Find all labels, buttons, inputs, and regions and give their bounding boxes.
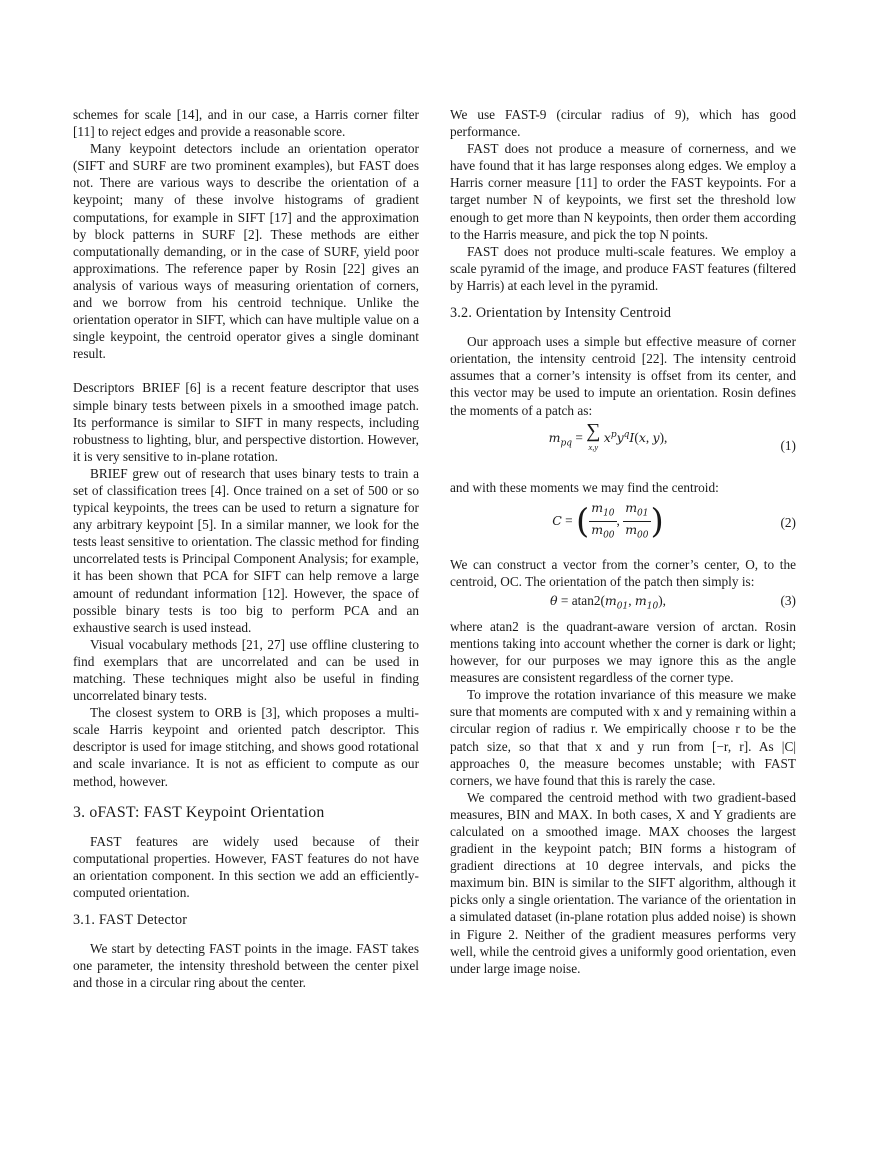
equation-2 [450, 500, 796, 550]
equation-3 [450, 592, 796, 614]
paragraph-descriptors [73, 379, 419, 464]
paragraph-fast9: We use FAST-9 (circular radius of 9), which has good performance. [450, 107, 796, 140]
paragraph-fast-features: FAST features are widely used because of their computational properties. However, FAST features do not have an orientation component. In this section we add an efficiently-computed orientation. [73, 833, 419, 901]
equation-1 [450, 419, 796, 473]
spacer [73, 362, 419, 379]
section-heading-3: 3. oFAST: FAST Keypoint Orientation [73, 803, 325, 821]
paragraph-visual-vocabulary: Visual vocabulary methods [21, 27] use offline clustering to find exemplars that are uncorrelated and can be used in matching. These techniques might also be useful in finding uncorrelated binary tests. [73, 636, 419, 704]
equation-3-number: (3) [780, 592, 796, 608]
paragraph-multi-scale: FAST does not produce multi-scale features. We employ a scale pyramid of the image, and produce FAST features (filtered by Harris) at each level in the pyramid. [450, 243, 796, 293]
paragraph-centroid-intro: and with these moments we may find the centroid: [450, 479, 719, 495]
paragraph-intensity-centroid: Our approach uses a simple but effective measure of corner orientation, the intensity centroid [22]. The intensity centroid assumes that a corner’s intensity is offset from its center, and this vector may be used to impute an orientation. Rosin defines the moments of a patch as: [450, 334, 796, 418]
equation-2-body: C = ( $\frac{m_{10}}{m_{00}}$ , $\frac{m_{01}}{m_{00}}$ ) [552, 499, 664, 542]
paragraph-atan2: where atan2 is the quadrant-aware version of arctan. Rosin mentions taking into account whether the corner is dark or light; however, for our purposes we may ignore this as the angle measures are consistent regardless of the corner type. [450, 618, 796, 686]
right-column [450, 106, 796, 977]
equation-1-number: (1) [780, 437, 796, 453]
descriptors-text: BRIEF [6] is a recent feature descriptor that uses simple binary tests between pixels in a smoothed image patch. Its performance is similar to SIFT in many respects, including robustness to lighting, blur, and perspective distortion. However, it is very sensitive to in-plane rotation. [73, 380, 419, 464]
equation-1-body: $m_{pq}$ = ∑ x,y $x^py^qI(x$, y), [548, 419, 668, 452]
runin-heading-descriptors: Descriptors [73, 380, 135, 396]
paragraph-comparison: We compared the centroid method with two gradient-based measures, BIN and MAX. In both cases, X and Y gradients are calculated on a smoothed image. MAX chooses the largest gradient in the keypoint patch; BIN forms a histogram of gradient directions at 10 degree intervals, and picks the maximum bin. BIN is similar to the SIFT algorithm, although it picks only a single orientation. The variance of the orientation in a simulated dataset (in-plane rotation plus added noise) is shown in Figure 2. Neither of the gradient measures performs very well, while the centroid gives a uniformly good orientation, even under large image noise. [450, 789, 796, 976]
paragraph-vector: We can construct a vector from the corner’s center, O, to the centroid, OC. The orientation of the patch then simply is: [450, 556, 796, 589]
paragraph-fast-detector: We start by detecting FAST points in the image. FAST takes one parameter, the intensity threshold between the center pixel and those in a circular ring about the center. [73, 941, 419, 991]
paragraph-cornerness: FAST does not produce a measure of cornerness, and we have found that it has large responses along edges. We employ a Harris corner measure [11] to order the FAST keypoints. For a target number N of keypoints, we first set the threshold low enough to get more than N keypoints, then order them according to the Harris measure, and pick the top N points. [450, 141, 796, 242]
left-column [73, 106, 419, 992]
subsection-heading-3-2: 3.2. Orientation by Intensity Centroid [450, 305, 672, 322]
subsection-heading-3-1: 3.1. FAST Detector [73, 912, 188, 929]
equation-3-body: $\theta = atan2(m_{01}$, $m_{10}$), [550, 592, 666, 612]
paragraph-rotation-invariance: To improve the rotation invariance of this measure we make sure that moments are computed with x and y remaining within a circular region of radius r. We empirically choose r to be the patch size, so that that x and y run from [−r, r]. As |C| approaches 0, the measure becomes unstable; with FAST corners, we have found that this is rarely the case. [450, 687, 797, 788]
paragraph-closest-system: The closest system to ORB is [3], which proposes a multi-scale Harris keypoint and oriented patch descriptor. This descriptor is used for image stitching, and shows good rotational and scale invariance. It is not as efficient to compute as our method, however. [73, 705, 419, 789]
paragraph-scale: schemes for scale [14], and in our case, a Harris corner filter [11] to reject edges and provide a reasonable score. [73, 107, 419, 140]
paragraph-brief: BRIEF grew out of research that uses binary tests to train a set of classification trees [4]. Once trained on a set of 500 or so typical keypoints, the trees can be used to return a signature for any arbitrary keypoint [5]. In a similar manner, we look for the tests least sensitive to orientation. The classic method for finding uncorrelated tests is Principal Component Analysis; for example, it has been shown that PCA for SIFT can help remove a large amount of redundant information [12]. However, the space of possible binary tests is too big to perform PCA and an exhaustive search is used instead. [73, 465, 419, 635]
paragraph-orientation: Many keypoint detectors include an orientation operator (SIFT and SURF are two prominent examples), but FAST does not. There are various ways to describe the orientation of a keypoint; many of these involve histograms of gradient computations, for example in SIFT [17] and the approximation by block patterns in SURF [2]. These methods are either computationally demanding, or in the case of SURF, yield poor approximations. The reference paper by Rosin [22] gives an analysis of various ways of measuring orientation of corners, and we borrow from his centroid technique. Unlike the orientation operator in SIFT, which can have multiple value on a single keypoint, the centroid operator gives a single dominant result. [73, 141, 419, 362]
equation-2-number: (2) [780, 514, 796, 530]
